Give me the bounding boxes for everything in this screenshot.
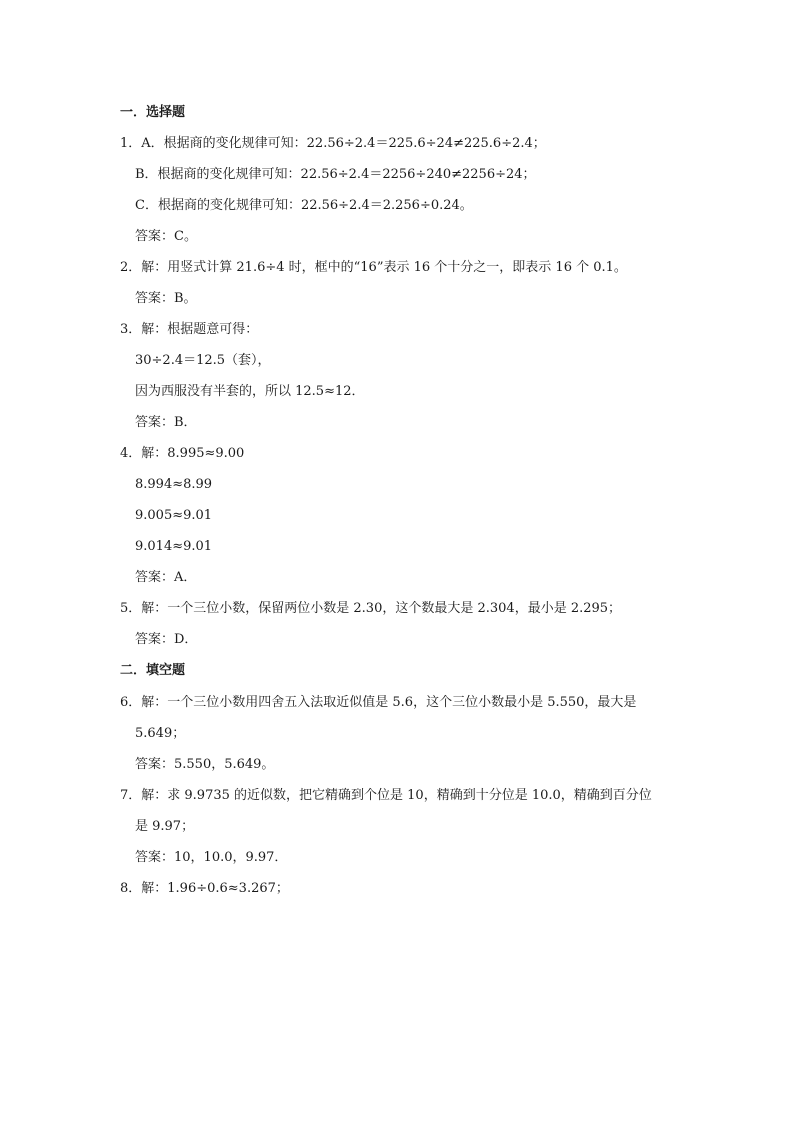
answer-key-q6: 答案：5.550，5.649。 — [135, 757, 275, 772]
answer-key-q5: 答案：D． — [135, 632, 198, 647]
answer-key-q7: 答案：10，10.0，9.97． — [135, 850, 288, 865]
answer-line-q8: 8．解：1.96÷0.6≈3.267； — [120, 881, 289, 896]
answer-line-q7: 7．解：求 9.9735 的近似数，把它精确到个位是 10，精确到十分位是 10.0，精确到百分位 — [120, 788, 652, 803]
answer-key-q4: 答案：A． — [135, 570, 197, 585]
answer-line-q5: 5．解：一个三位小数，保留两位小数是 2.30，这个数最大是 2.304，最小是 2.295； — [120, 601, 622, 616]
answer-line-q2: 2．解：用竖式计算 21.6÷4 时，框中的“16”表示 16 个十分之一，即表示 16 个 0.1。 — [120, 260, 627, 275]
answer-line-q4-3: 9.005≈9.01 — [135, 508, 213, 523]
section-heading-fill: 二．填空题 — [120, 663, 186, 678]
answer-line-q4: 4．解：8.995≈9.00 — [120, 446, 245, 461]
answer-line-q6: 6．解：一个三位小数用四舍五入法取近似值是 5.6，这个三位小数最小是 5.550，最大是 — [120, 695, 637, 710]
answer-line-q3: 3．解：根据题意可得： — [120, 322, 259, 337]
answer-key-q1: 答案：C。 — [135, 229, 197, 244]
answer-line-q4-2: 8.994≈8.99 — [135, 477, 213, 492]
answer-line-q7-cont: 是 9.97； — [135, 819, 195, 834]
answer-line-q3-note: 因为西服没有半套的，所以 12.5≈12． — [135, 384, 365, 399]
section-heading-choice: 一．选择题 — [120, 105, 186, 120]
answer-key-q3: 答案：B． — [135, 415, 197, 430]
answer-key-q2: 答案：B。 — [135, 291, 197, 306]
answer-line-q6-cont: 5.649； — [135, 726, 186, 741]
answer-line-q3-calc: 30÷2.4＝12.5（套）， — [135, 353, 271, 368]
answer-line-q1-b: B．根据商的变化规律可知：22.56÷2.4＝2256÷240≠2256÷24； — [135, 167, 536, 182]
answer-line-q1-c: C．根据商的变化规律可知：22.56÷2.4＝2.256÷0.24。 — [135, 198, 473, 213]
answer-line-q4-4: 9.014≈9.01 — [135, 539, 213, 554]
answer-line-q1-a: 1．A．根据商的变化规律可知：22.56÷2.4＝225.6÷24≠225.6÷2.4； — [120, 136, 546, 151]
